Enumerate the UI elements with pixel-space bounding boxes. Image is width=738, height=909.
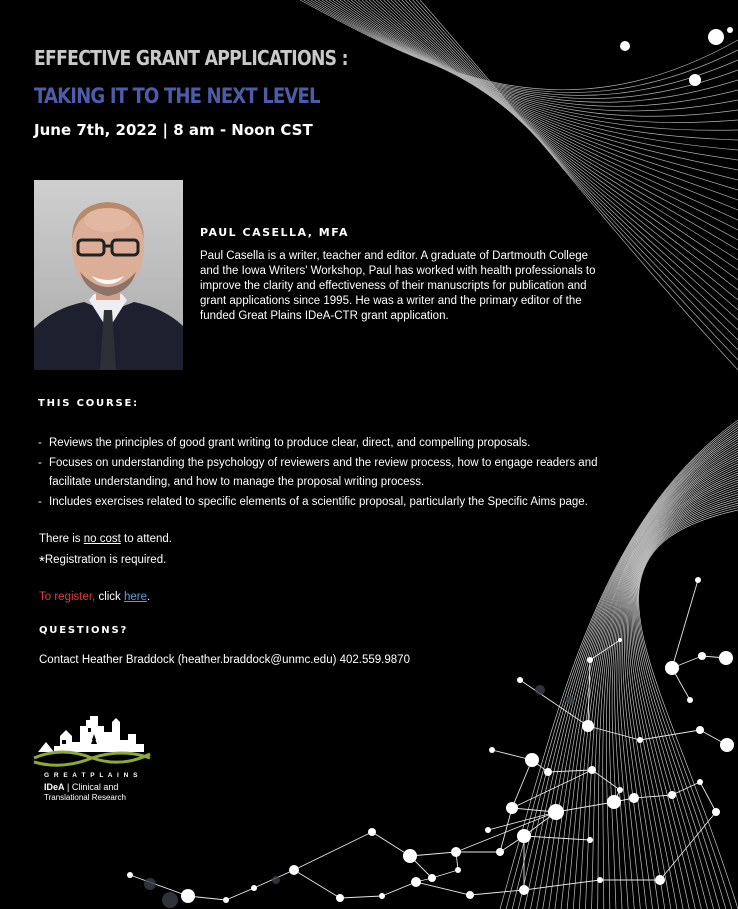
network-node [517, 829, 531, 843]
course-bullet: - Includes exercises related to specific elements of a scientific proposal, particularly the Specific Aims page. [38, 493, 628, 513]
network-node [588, 766, 596, 774]
register-link[interactable]: here [124, 591, 148, 603]
network-node-faint [566, 696, 574, 704]
registration-note-line [39, 553, 166, 570]
speaker-name: PAUL CASELLA, MFA [200, 226, 349, 239]
network-link [340, 896, 382, 898]
network-node [618, 638, 622, 642]
network-node-faint [144, 878, 156, 890]
registration-asterisk: * [39, 553, 45, 570]
network-node [712, 808, 720, 816]
network-link [592, 770, 620, 790]
network-node [379, 893, 385, 899]
network-link [660, 812, 716, 880]
network-link [512, 760, 532, 808]
logo-clinical: Clinical and [71, 782, 119, 792]
network-node [544, 768, 552, 776]
network-link [634, 795, 672, 798]
network-node [489, 747, 495, 753]
register-prefix: To register, [39, 591, 96, 603]
network-node [517, 677, 523, 683]
network-node [466, 891, 474, 899]
network-node [620, 41, 630, 51]
network-node [251, 885, 257, 891]
wave-line [639, 510, 738, 909]
wave-line [384, 0, 738, 270]
network-node [455, 867, 461, 873]
network-node [127, 872, 133, 878]
network-node [689, 74, 701, 86]
wave-line [636, 503, 738, 909]
network-node [720, 738, 734, 752]
contact-line: Contact Heather Braddock (heather.braddock@unmc.edu) 402.559.9870 [39, 654, 410, 666]
cost-emphasis: no cost [83, 533, 121, 545]
network-link [226, 888, 254, 900]
network-node [289, 865, 299, 875]
network-node [368, 828, 376, 836]
cost-line [39, 533, 172, 545]
network-node [548, 804, 564, 820]
network-link [520, 680, 588, 726]
logo-line3: Translational Research [44, 793, 126, 802]
network-link [382, 882, 416, 896]
wave-line [615, 468, 738, 909]
course-bullet: - Reviews the principles of good grant writing to produce clear, direct, and compelling proposals. [38, 434, 628, 454]
register-middle: click [95, 591, 124, 603]
network-node [687, 697, 693, 703]
network-link [294, 870, 340, 898]
network-node [719, 651, 733, 665]
register-end: . [147, 591, 151, 603]
network-node [708, 29, 724, 45]
network-node-faint [272, 876, 280, 884]
network-node [617, 787, 623, 793]
logo-line2 [44, 782, 118, 792]
network-link [416, 882, 470, 895]
network-link [488, 812, 556, 830]
network-node [587, 837, 593, 843]
network-node [696, 726, 704, 734]
course-bullet: - Focuses on understanding the psychology of reviewers and the review process, how to engage readers and facilitate understanding, and how to manage the proposal writing process. [38, 454, 628, 493]
network-node [496, 848, 504, 856]
network-node [582, 720, 594, 732]
network-node-faint [162, 892, 178, 908]
network-node-faint [535, 685, 545, 695]
network-node [665, 661, 679, 675]
network-node [223, 897, 229, 903]
network-node [629, 793, 639, 803]
network-node [597, 877, 603, 883]
network-link [700, 782, 716, 812]
registration-note: Registration is required. [44, 554, 167, 566]
course-heading: THIS COURSE: [38, 398, 139, 409]
logo-separator: | [64, 782, 72, 792]
network-node [698, 652, 706, 660]
event-date-time: June 7th, 2022 | 8 am - Noon CST [34, 121, 313, 139]
wave-line [362, 0, 738, 210]
register-line [39, 591, 150, 603]
event-title-line2: TAKING IT TO THE NEXT LEVEL [34, 84, 320, 108]
speaker-photo [34, 180, 183, 370]
cost-prefix: There is [39, 533, 84, 545]
wave-line [315, 0, 738, 102]
network-node [695, 577, 701, 583]
questions-heading: QUESTIONS? [39, 625, 129, 636]
great-plains-logo [32, 712, 152, 807]
wave-line [637, 505, 738, 909]
wave-line [325, 0, 738, 116]
network-link [672, 580, 698, 668]
network-link [432, 870, 458, 878]
network-node [506, 802, 518, 814]
network-node [637, 737, 643, 743]
logo-idea: IDeA [44, 782, 65, 792]
skyline-icon [32, 712, 152, 772]
logo-line1: G R E A T P L A I N S [44, 772, 139, 779]
network-node [411, 877, 421, 887]
network-node [587, 657, 593, 663]
speaker-bio: Paul Casella is a writer, teacher and editor. A graduate of Dartmouth College and the Iowa Writers' Workshop, Paul has worked with health professionals to improve the clarity and effectiveness of their manuscripts for publication and grant applications since 1995. He was a writer and the primary editor of the funded Great Plains IDeA-CTR grant application. [200, 250, 596, 322]
network-link [294, 832, 372, 870]
course-bullet-list [38, 434, 628, 512]
network-node [727, 27, 733, 33]
network-node [655, 875, 665, 885]
network-node [607, 795, 621, 809]
network-link [524, 836, 590, 840]
network-node [181, 889, 195, 903]
network-node [336, 894, 344, 902]
wave-line [387, 0, 738, 280]
network-node [525, 753, 539, 767]
cost-suffix: to attend. [120, 533, 172, 545]
network-node [403, 849, 417, 863]
wave-line [333, 0, 738, 130]
network-node [668, 791, 676, 799]
network-node [697, 779, 703, 785]
network-link [130, 875, 188, 896]
network-node [519, 885, 529, 895]
network-link [512, 770, 592, 808]
network-node [428, 874, 436, 882]
event-title-line1: EFFECTIVE GRANT APPLICATIONS : [34, 46, 348, 70]
wave-line [311, 0, 738, 99]
network-node [485, 827, 491, 833]
network-node [451, 847, 461, 857]
wave-line [638, 508, 738, 909]
